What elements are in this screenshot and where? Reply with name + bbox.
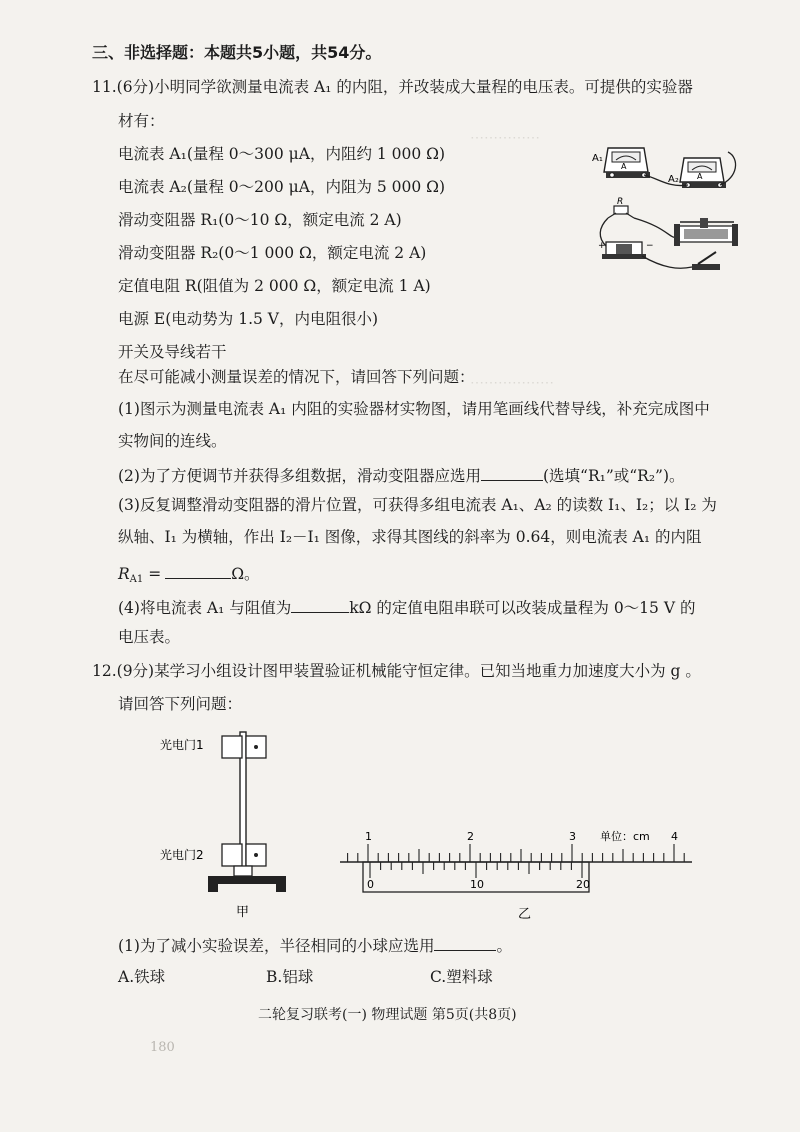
q12-stem-line1: 12.(9分)某学习小组设计图甲装置验证机械能守恒定律。已知当地重力加速度大小为 g 。	[92, 662, 701, 680]
vernier-caliper-figure	[330, 826, 710, 926]
q11-part1-line1: (1)图示为测量电流表 A₁ 内阻的实验器材实物图，请用笔画线代替导线，补充完成图中	[118, 400, 710, 418]
q11-part2: (2)为了方便调节并获得多组数据，滑动变阻器应选用 (选填“R₁”或“R₂”)。	[118, 462, 685, 487]
vernier-scale-number: 0	[367, 878, 374, 891]
material-item: 滑动变阻器 R₁(0～10 Ω，额定电流 2 A)	[118, 211, 402, 229]
gate2-label: 光电门2	[160, 848, 204, 862]
q11-part3-line1: (3)反复调整滑动变阻器的滑片位置，可获得多组电流表 A₁、A₂ 的读数 I₁、I₂；以 I₂ 为	[118, 496, 717, 514]
corner-mark: 180	[150, 1040, 175, 1055]
main-scale-number: 4	[671, 830, 678, 843]
q11-part4-line1: (4)将电流表 A₁ 与阻值为 kΩ 的定值电阻串联可以改装成量程为 0～15 V 的	[118, 594, 695, 619]
material-item: 定值电阻 R(阻值为 2 000 Ω，额定电流 1 A)	[118, 277, 431, 295]
svg-text:A: A	[697, 172, 703, 181]
q11-part3-line3: $R_{A1} = \Omega$。	[118, 560, 260, 591]
vernier-scale-ticks	[370, 862, 582, 878]
material-item: 电流表 A₁(量程 0～300 μA，内阻约 1 000 Ω)	[118, 145, 446, 163]
figure-jia-label: 甲	[236, 905, 250, 920]
resistor-icon	[608, 197, 634, 218]
ammeter-a2-icon	[680, 158, 726, 188]
answer-blank[interactable]	[291, 594, 349, 613]
option-b[interactable]: B.铝球	[266, 968, 314, 986]
connecting-wire	[642, 256, 692, 268]
battery-icon	[598, 241, 654, 259]
a1-label: A₁	[592, 153, 603, 164]
material-item: 电源 E(电动势为 1.5 V，内电阻很小)	[118, 310, 379, 328]
gate1-label: 光电门1	[160, 738, 204, 752]
q11-intro: 在尽可能减小测量误差的情况下，请回答下列问题：	[118, 368, 475, 386]
material-item: 电流表 A₂(量程 0～200 μA，内阻为 5 000 Ω)	[118, 178, 446, 196]
vernier-scale-number: 10	[470, 878, 484, 891]
svg-text:−: −	[646, 241, 654, 251]
main-scale-number: 3	[569, 830, 576, 843]
slide-rheostat-icon	[674, 218, 738, 246]
unit-label: 单位：cm	[600, 830, 650, 843]
answer-blank[interactable]	[165, 560, 231, 579]
answer-blank[interactable]	[434, 932, 496, 951]
q11-part1-line2: 实物间的连线。	[118, 432, 227, 450]
option-c[interactable]: C.塑料球	[430, 968, 493, 986]
connecting-wire	[634, 218, 678, 238]
bleed-through-text: ⋯⋯⋯⋯⋯	[470, 130, 540, 146]
circuit-apparatus-figure	[588, 138, 748, 278]
main-scale-number: 2	[467, 830, 474, 843]
figure-yi-label: 乙	[518, 907, 532, 922]
ammeter-a1-icon	[604, 148, 650, 178]
q11-stem-line2: 材有：	[118, 112, 165, 130]
material-item: 开关及导线若干	[118, 343, 227, 361]
q11-stem-line1: 11.(6分)小明同学欲测量电流表 A₁ 的内阻，并改装成大量程的电压表。可提供的实验器	[92, 78, 693, 96]
vernier-scale-labels	[367, 878, 590, 891]
switch-icon	[692, 252, 720, 270]
q12-part1: (1)为了减小实验误差，半径相同的小球应选用 。	[118, 932, 512, 957]
page-footer: 二轮复习联考(一) 物理试题 第5页(共8页)	[258, 1007, 517, 1023]
vernier-scale-number: 20	[576, 878, 590, 891]
bleed-through-text: ⋯⋯⋯⋯⋯⋯	[470, 375, 554, 391]
material-item: 滑动变阻器 R₂(0～1 000 Ω，额定电流 2 A)	[118, 244, 427, 262]
stand-base	[208, 876, 286, 884]
q12-stem-line2: 请回答下列问题：	[118, 695, 243, 713]
main-scale-ticks	[348, 844, 685, 862]
answer-blank[interactable]	[481, 462, 543, 481]
svg-text:A: A	[621, 162, 627, 171]
section-title: 三、非选择题：本题共5小题，共54分。	[92, 43, 382, 62]
photogate-apparatus-figure	[160, 726, 300, 926]
option-a[interactable]: A.铁球	[118, 968, 166, 986]
main-scale-number: 1	[365, 830, 372, 843]
q11-part4-line2: 电压表。	[118, 628, 181, 646]
svg-text:R: R	[617, 197, 624, 207]
svg-text:+: +	[598, 241, 606, 251]
q11-part3-line2: 纵轴、I₁ 为横轴，作出 I₂－I₁ 图像，求得其图线的斜率为 0.64，则电流表 A₁ 的内阻	[118, 528, 702, 546]
a2-label: A₂	[668, 174, 679, 185]
